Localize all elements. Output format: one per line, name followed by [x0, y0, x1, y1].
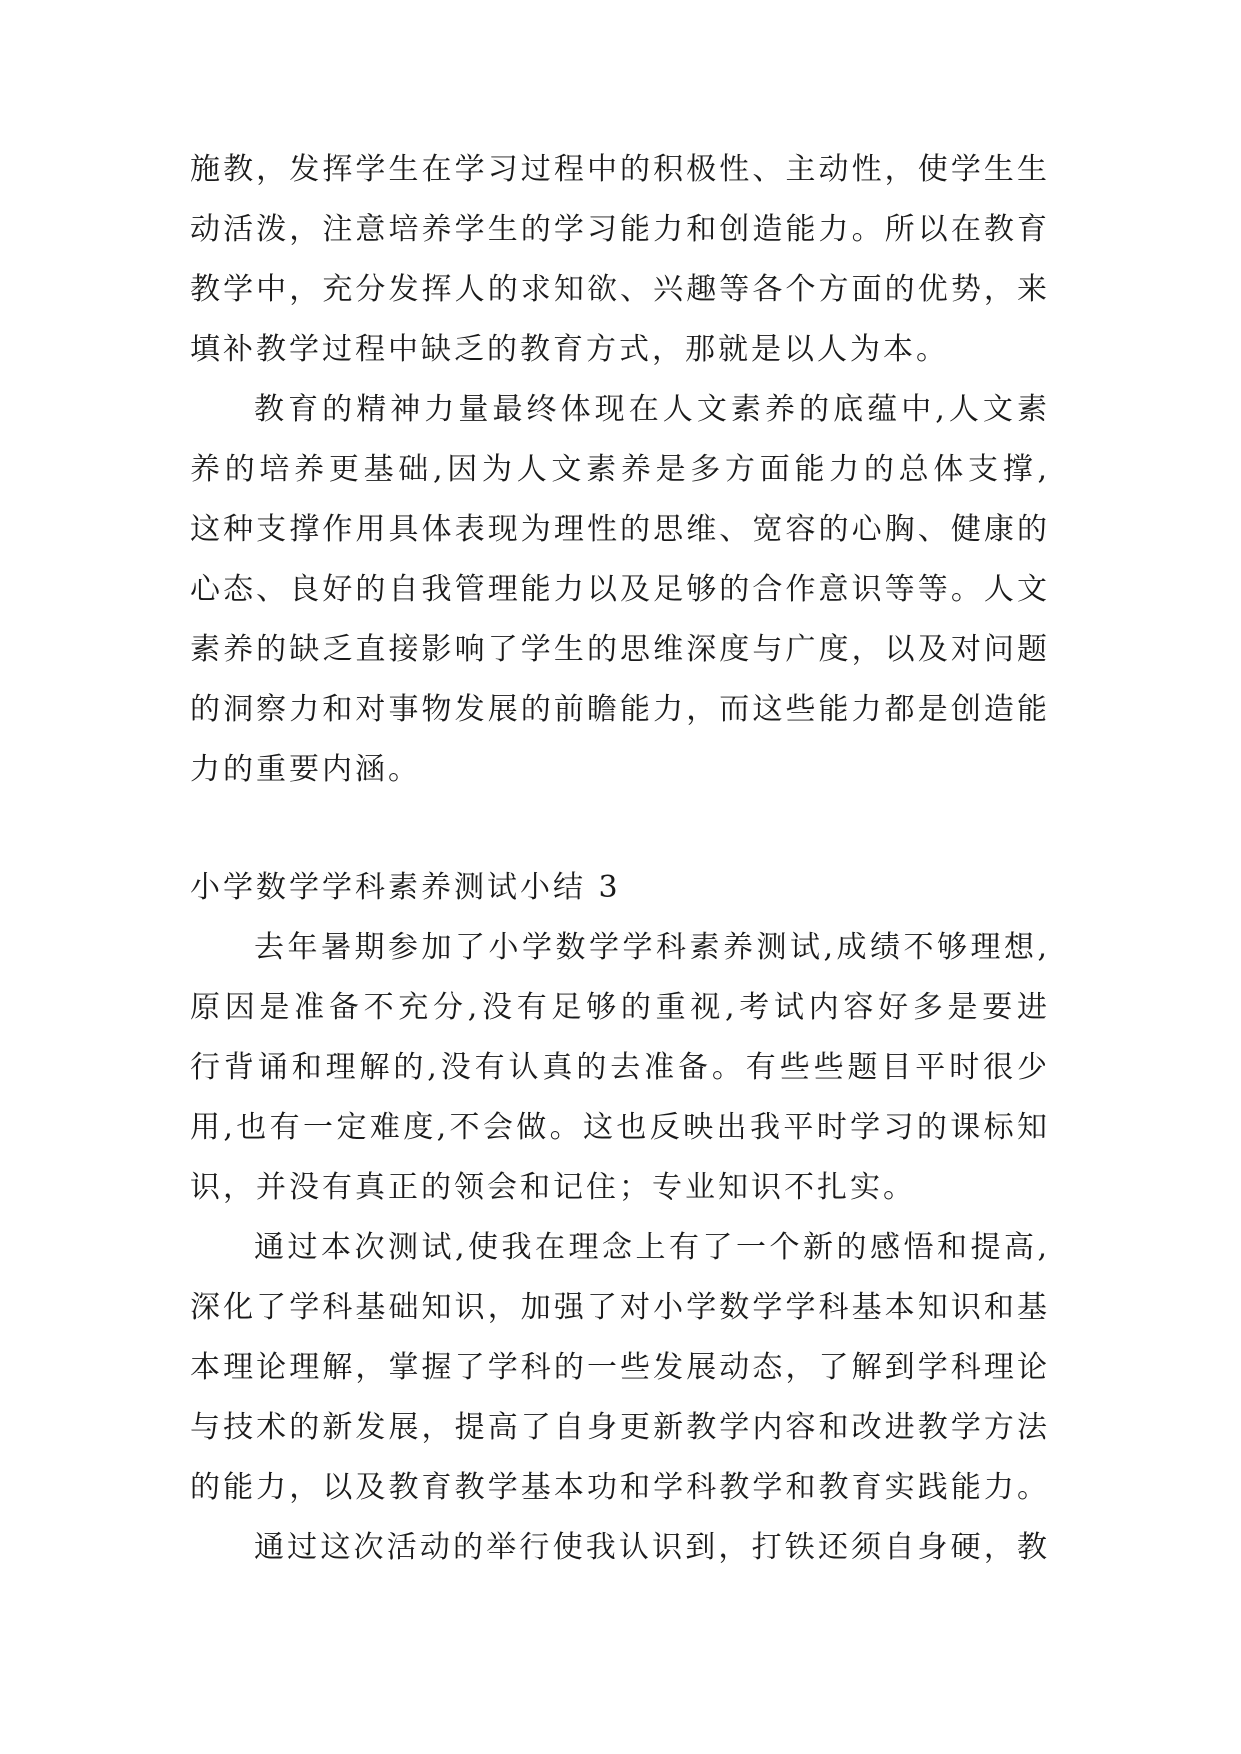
paragraph-2-line-3: 这种支撑作用具体表现为理性的思维、宽容的心胸、健康的 — [190, 512, 1050, 547]
paragraph-2-line-1: 教育的精神力量最终体现在人文素养的底蕴中,人文素 — [254, 392, 1050, 427]
paragraph-1-line-3: 教学中，充分发挥人的求知欲、兴趣等各个方面的优势，来 — [190, 272, 1050, 307]
paragraph-2-line-7: 力的重要内涵。 — [190, 752, 421, 787]
paragraph-4-line-4: 与技术的新发展，提高了自身更新教学内容和改进教学方法 — [190, 1410, 1050, 1445]
section-heading: 小学数学学科素养测试小结 3 — [190, 870, 621, 905]
paragraph-2-line-4: 心态、良好的自我管理能力以及足够的合作意识等等。人文 — [190, 572, 1050, 607]
paragraph-4-line-5: 的能力，以及教育教学基本功和学科教学和教育实践能力。 — [190, 1470, 1050, 1505]
paragraph-2-line-5: 素养的缺乏直接影响了学生的思维深度与广度，以及对问题 — [190, 632, 1050, 667]
paragraph-1-line-4: 填补教学过程中缺乏的教育方式，那就是以人为本。 — [190, 332, 949, 367]
paragraph-3-line-5: 识，并没有真正的领会和记住；专业知识不扎实。 — [190, 1170, 916, 1205]
paragraph-4-line-3: 本理论理解，掌握了学科的一些发展动态，了解到学科理论 — [190, 1350, 1050, 1385]
paragraph-1-line-1: 施教，发挥学生在学习过程中的积极性、主动性，使学生生 — [190, 152, 1050, 187]
paragraph-1-line-2: 动活泼，注意培养学生的学习能力和创造能力。所以在教育 — [190, 212, 1050, 247]
paragraph-5-line-1: 通过这次活动的举行使我认识到，打铁还须自身硬，教 — [254, 1530, 1050, 1565]
paragraph-2-line-6: 的洞察力和对事物发展的前瞻能力，而这些能力都是创造能 — [190, 692, 1050, 727]
paragraph-2-line-2: 养的培养更基础,因为人文素养是多方面能力的总体支撑, — [190, 452, 1050, 487]
paragraph-4-line-1: 通过本次测试,使我在理念上有了一个新的感悟和提高, — [254, 1230, 1050, 1265]
paragraph-3-line-3: 行背诵和理解的,没有认真的去准备。有些些题目平时很少 — [190, 1050, 1050, 1085]
paragraph-3-line-4: 用,也有一定难度,不会做。这也反映出我平时学习的课标知 — [190, 1110, 1050, 1145]
paragraph-3-line-2: 原因是准备不充分,没有足够的重视,考试内容好多是要进 — [190, 990, 1050, 1025]
paragraph-4-line-2: 深化了学科基础知识，加强了对小学数学学科基本知识和基 — [190, 1290, 1050, 1325]
paragraph-3-line-1: 去年暑期参加了小学数学学科素养测试,成绩不够理想, — [254, 930, 1050, 965]
